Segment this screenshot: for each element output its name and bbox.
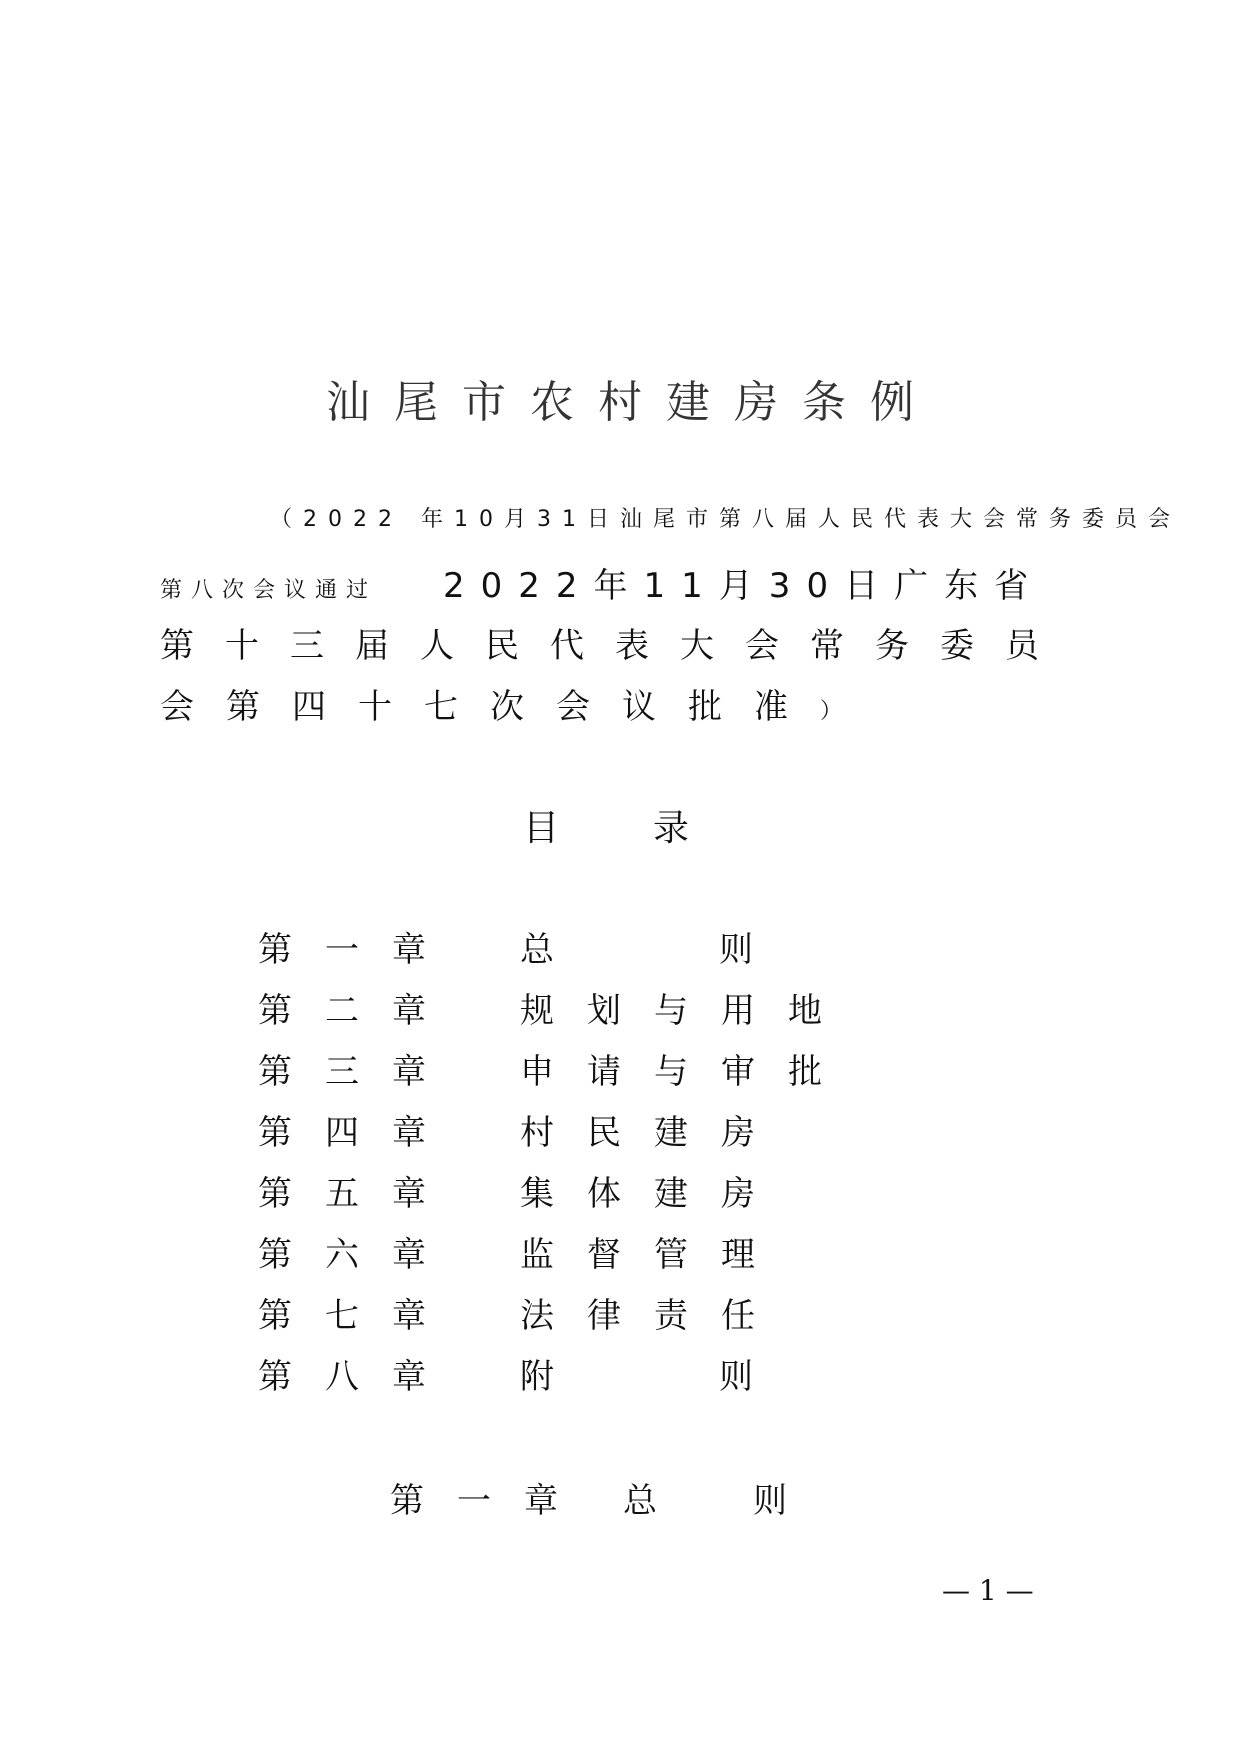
toc-chapter-name: 附则 [520,1357,918,1397]
promulgation-line-2 [160,558,1044,607]
toc-chapter-number: 第三章 [258,1052,459,1092]
toc-chapter-number: 第六章 [258,1235,459,1275]
toc-chapter-number: 第一章 [258,930,459,970]
toc-item-1 [258,922,918,983]
toc-chapter-name: 法律责任 [520,1296,788,1336]
toc-item-5 [258,1166,858,1227]
toc-item-6 [258,1227,858,1288]
toc-chapter-number: 第八章 [258,1357,459,1397]
toc-title: 目录 [523,808,784,849]
toc-chapter-number: 第七章 [258,1296,459,1336]
toc-chapter-name: 监督管理 [520,1235,788,1275]
toc-item-3 [258,1044,858,1105]
page-number: — 1 — [942,1574,1034,1607]
document-title: 汕尾市农村建房条例 [326,377,938,428]
toc-chapter-number: 第五章 [258,1174,459,1214]
promulgation-approval-date: 2022年11月30日广东省 [443,566,1045,606]
toc-item-8 [258,1349,918,1410]
promulgation-line-3: 第十三届人民代表大会常务委员 [160,626,1070,666]
table-of-contents [258,922,918,1410]
chapter-heading [390,1473,883,1522]
toc-chapter-name: 规划与用地 [520,991,855,1031]
toc-chapter-number: 第四章 [258,1113,459,1153]
promulgation-line-4-text: 会第四十七次会议批准 [160,687,820,727]
promulgation-session-text: 第八次会议通过 [160,578,378,603]
toc-chapter-name: 申请与审批 [520,1052,855,1092]
toc-item-4 [258,1105,858,1166]
toc-chapter-name: 村民建房 [520,1113,788,1153]
toc-item-7 [258,1288,858,1349]
toc-chapter-name: 总则 [520,930,918,970]
toc-item-2 [258,983,858,1044]
toc-chapter-name: 集体建房 [520,1174,788,1214]
promulgation-line-4 [160,679,842,728]
chapter-heading-name: 总则 [623,1481,883,1521]
promulgation-line-1: （2022 年10月31日汕尾市第八届人民代表大会常务委员会 [270,507,1181,532]
chapter-heading-number: 第一章 [390,1481,591,1521]
toc-chapter-number: 第二章 [258,991,459,1031]
promulgation-close-paren: ） [820,699,843,724]
